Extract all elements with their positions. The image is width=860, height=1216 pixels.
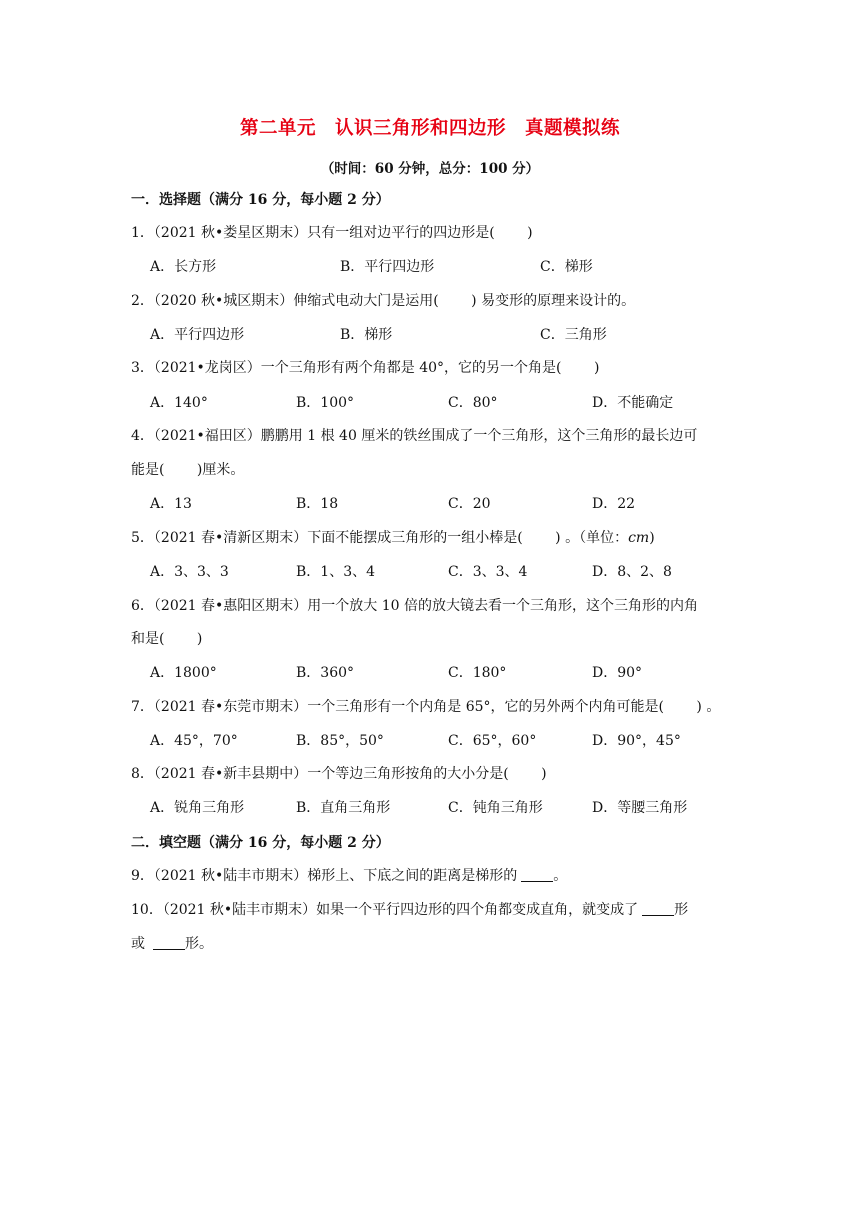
question-3-option-b: B．100° (296, 395, 355, 411)
question-3-option-a: A．140° (150, 395, 208, 411)
question-2-option-b: B．梯形 (340, 327, 393, 343)
question-1-option-b: B．平行四边形 (340, 259, 435, 275)
page-subtitle: （时间：60 分钟，总分：100 分） (320, 161, 540, 177)
question-10-stem-line2 (131, 934, 213, 954)
question-10-mid: 形 (674, 902, 689, 918)
question-5-option-c: C．3、3、4 (448, 564, 528, 580)
question-5-option-d: D．8、2、8 (592, 564, 672, 580)
question-4-option-a: A．13 (150, 496, 192, 512)
question-3-option-d: D．不能确定 (592, 395, 674, 411)
question-3-option-c: C．80° (448, 395, 498, 411)
section-heading-choice: 一．选择题（满分 16 分，每小题 2 分） (131, 192, 390, 208)
question-5-stem (131, 528, 655, 548)
page-title: 第二单元 认识三角形和四边形 真题模拟练 (239, 118, 620, 139)
question-6-stem-line2: 和是( ) (131, 631, 203, 647)
question-6-option-d: D．90° (592, 665, 643, 681)
question-4-stem-line2: 能是( )厘米。 (131, 462, 245, 478)
section-heading-fill: 二．填空题（满分 16 分，每小题 2 分） (131, 835, 390, 851)
question-9-blank (521, 867, 553, 882)
question-2-stem: 2．（2020 秋•城区期末）伸缩式电动大门是运用( ) 易变形的原理来设计的。 (131, 293, 636, 309)
question-9-stem (131, 866, 567, 886)
question-5-option-a: A．3、3、3 (150, 564, 229, 580)
question-5-option-b: B．1、3、4 (296, 564, 376, 580)
question-7-option-b: B．85°，50° (296, 733, 384, 749)
question-1-stem: 1．（2021 秋•娄星区期末）只有一组对边平行的四边形是( ) (131, 225, 533, 241)
question-8-option-b: B．直角三角形 (296, 800, 391, 816)
question-7-option-d: D．90°，45° (592, 733, 681, 749)
question-1-option-a: A．长方形 (150, 259, 217, 275)
question-2-option-c: C．三角形 (540, 327, 607, 343)
question-8-option-c: C．钝角三角形 (448, 800, 543, 816)
question-10-blank-2 (153, 935, 185, 950)
question-4-stem-line1: 4．（2021•福田区）鹏鹏用 1 根 40 厘米的铁丝围成了一个三角形，这个三角形的最长边可 (131, 428, 698, 444)
question-10-blank-1 (642, 901, 674, 916)
question-5-unit: cm (628, 530, 650, 546)
question-8-option-a: A．锐角三角形 (150, 800, 245, 816)
question-6-stem-line1: 6．（2021 春•惠阳区期末）用一个放大 10 倍的放大镜去看一个三角形，这个三角形的内角 (131, 598, 698, 614)
question-6-option-a: A．1800° (150, 665, 217, 681)
question-6-option-c: C．180° (448, 665, 507, 681)
question-6-option-b: B．360° (296, 665, 355, 681)
question-5-stem-text: 5．（2021 春•清新区期末）下面不能摆成三角形的一组小棒是( ) 。（单位： (131, 530, 629, 546)
question-7-stem: 7．（2021 春•东莞市期末）一个三角形有一个内角是 65°，它的另外两个内角可能是( ) 。 (131, 699, 721, 715)
question-8-option-d: D．等腰三角形 (592, 800, 688, 816)
question-8-stem: 8．（2021 春•新丰县期中）一个等边三角形按角的大小分是( ) (131, 766, 547, 782)
question-10-text: 10．（2021 秋•陆丰市期末）如果一个平行四边形的四个角都变成直角，就变成了 (131, 902, 639, 918)
question-10-stem-line1 (131, 900, 688, 920)
question-4-option-c: C．20 (448, 496, 491, 512)
question-4-option-b: B．18 (296, 496, 339, 512)
question-3-stem: 3．（2021•龙岗区）一个三角形有两个角都是 40°，它的另一个角是( ) (131, 360, 600, 376)
question-4-option-d: D．22 (592, 496, 636, 512)
question-10-end: 形。 (185, 936, 213, 952)
question-9-end: 。 (553, 868, 568, 884)
question-1-option-c: C．梯形 (540, 259, 593, 275)
question-2-option-a: A．平行四边形 (150, 327, 245, 343)
question-5-stem-close: ) (649, 530, 655, 546)
question-7-option-a: A．45°，70° (150, 733, 238, 749)
question-9-text: 9．（2021 秋•陆丰市期末）梯形上、下底之间的距离是梯形的 (131, 868, 518, 884)
question-10-or: 或 (131, 936, 145, 952)
question-7-option-c: C．65°，60° (448, 733, 537, 749)
